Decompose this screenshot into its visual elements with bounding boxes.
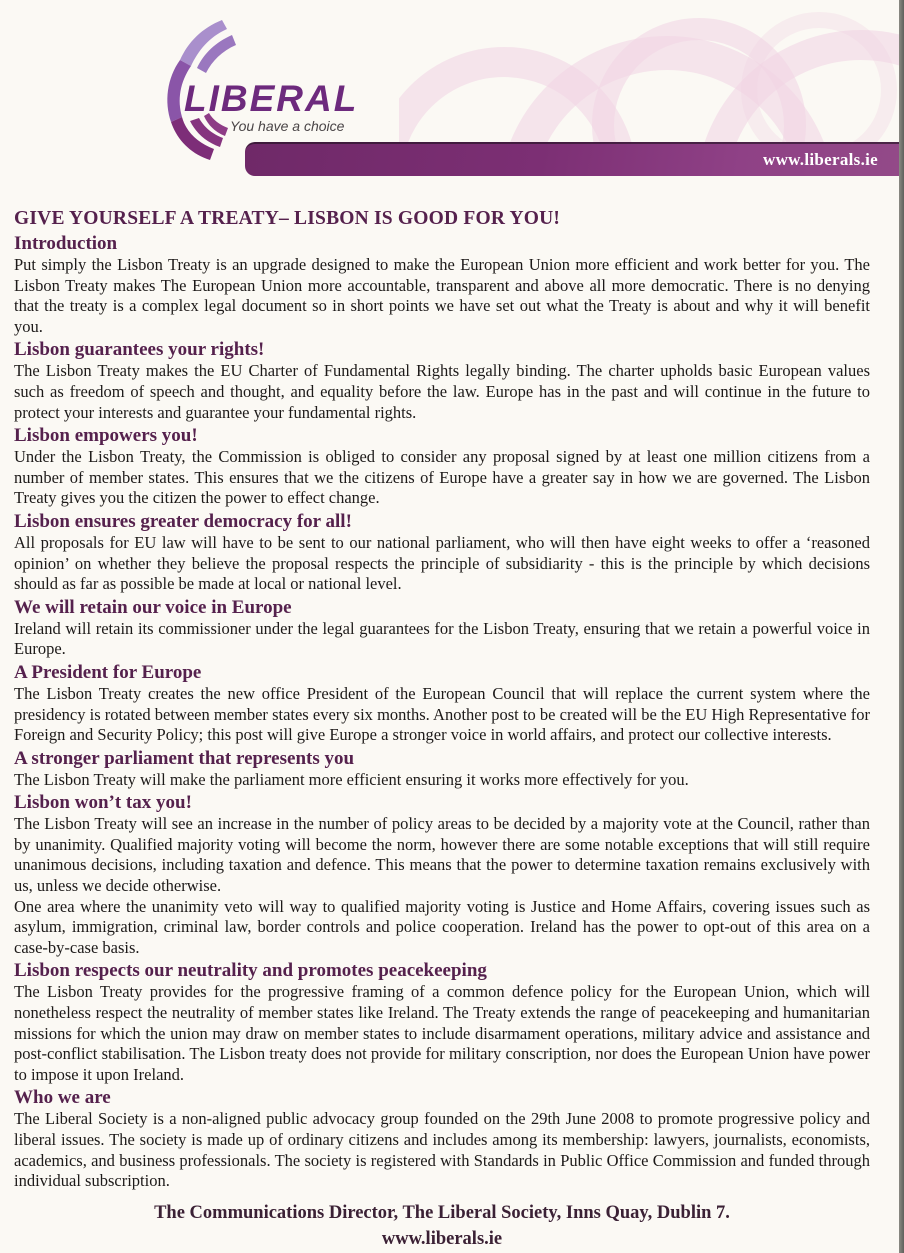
section-heading: Who we are [14, 1087, 111, 1109]
section-heading: Lisbon guarantees your rights! [14, 339, 265, 361]
section-paragraph: The Lisbon Treaty creates the new office President of the European Council that will replace the current system where the presidency is rotated between member states every six months. Another post to be created will be the EU High Representative for Foreign and Security Policy; this post will give Europe a stronger voice in world affairs, and protect our collective interests. [14, 683, 870, 745]
section-paragraph: One area where the unanimity veto will way to qualified majority voting is Justice and Home Affairs, covering issues such as asylum, immigration, criminal law, border controls and police cooperation. Ireland has the power to opt-out of this area on a case-by-case basis. [14, 896, 870, 957]
footer [0, 1192, 904, 1253]
section-heading: A President for Europe [14, 661, 202, 683]
section-paragraph: The Lisbon Treaty makes the EU Charter of Fundamental Rights legally binding. The charter upholds basic European values such as freedom of speech and thought, and equality before the law. Europe has in the past and will continue in the future to protect your interests and guarantee your fundamental rights. [14, 361, 870, 422]
content-section [14, 339, 870, 423]
section-heading: Lisbon respects our neutrality and promotes peacekeeping [14, 960, 487, 982]
section-paragraph: The Lisbon Treaty provides for the progressive framing of a common defence policy for the European Union, which will nonetheless respect the neutrality of member states like Ireland. The Treaty extends the range of peacekeeping and humanitarian missions for which the union may draw on member states to include disarmament operations, military advice and assistance and post-conflict stabilisation. The Lisbon treaty does not provide for military conscription, nor does the European Union have power to impose it upon Ireland. [14, 982, 870, 1084]
footer-address: The Communications Director, The Liberal Society, Inns Quay, Dublin 7. [154, 1202, 730, 1223]
logo-tagline: You have a choice [230, 118, 345, 134]
header [0, 0, 904, 178]
section-paragraph: Ireland will retain its commissioner under the legal guarantees for the Lisbon Treaty, ensuring that we retain a powerful voice in Europe. [14, 618, 870, 659]
content-section [14, 233, 870, 337]
section-paragraph: Put simply the Lisbon Treaty is an upgrade designed to make the European Union more efficient and work better for you. The Lisbon Treaty makes The European Union more accountable, transparent and above all more democratic. There is no denying that the treaty is a complex legal document so in short points we have set out what the Treaty is about and why it will benefit you. [14, 255, 870, 336]
section-paragraph: The Liberal Society is a non-aligned public advocacy group founded on the 29th June 2008 to promote progressive policy and liberal issues. The society is made up of ordinary citizens and includes among its membership: lawyers, journalists, economists, academics, and business professionals. The society is registered with Standards in Public Office Commission and funded through individual subscription. [14, 1109, 870, 1191]
footer-website: www.liberals.ie [381, 1228, 503, 1249]
logo-wordmark: LIBERAL [184, 78, 359, 119]
section-heading: Lisbon empowers you! [14, 425, 198, 447]
section-heading: A stronger parliament that represents you [14, 747, 355, 769]
section-paragraph: All proposals for EU law will have to be sent to our national parliament, who will then have eight weeks to offer a ‘reasoned opinion’ on whether they believe the proposal respects the principle of subsidiarity - this is the principle by which decisions should as far as possible be made at local or national level. [14, 532, 870, 594]
header-banner [245, 142, 904, 176]
section-paragraph: The Lisbon Treaty will see an increase in the number of policy areas to be decided by a majority vote at the Council, rather than by unanimity. Qualified majority voting will become the norm, however there are some notable exceptions that will still require unanimous decisions, including taxation and defence. This means that the power to determine taxation remains exclusively with us, unless we decide otherwise. [14, 814, 870, 896]
content-section [14, 792, 870, 958]
content-section [14, 511, 870, 595]
document-body [0, 178, 904, 1192]
section-heading: Lisbon won’t tax you! [14, 792, 192, 814]
content-section [14, 662, 870, 746]
scan-edge-artifact [899, 0, 904, 1253]
content-section [14, 748, 870, 791]
document-title: GIVE YOURSELF A TREATY– LISBON IS GOOD FOR YOU! [14, 208, 561, 229]
section-heading: We will retain our voice in Europe [14, 596, 292, 618]
sections-container [14, 233, 870, 1192]
content-section [14, 597, 870, 660]
section-paragraph: The Lisbon Treaty will make the parliament more efficient ensuring it works more effectively for you. [14, 769, 689, 789]
section-heading: Lisbon ensures greater democracy for all! [14, 510, 352, 532]
section-heading: Introduction [14, 233, 118, 254]
content-section [14, 425, 870, 509]
content-section [14, 1087, 870, 1191]
content-section [14, 960, 870, 1085]
section-paragraph: Under the Lisbon Treaty, the Commission is obliged to consider any proposal signed by at least one million citizens from a number of member states. This ensures that we the citizens of Europe have a greater say in how we are governed. The Lisbon Treaty gives you the citizen the power to effect change. [14, 447, 870, 508]
banner-url: www.liberals.ie [763, 150, 878, 169]
